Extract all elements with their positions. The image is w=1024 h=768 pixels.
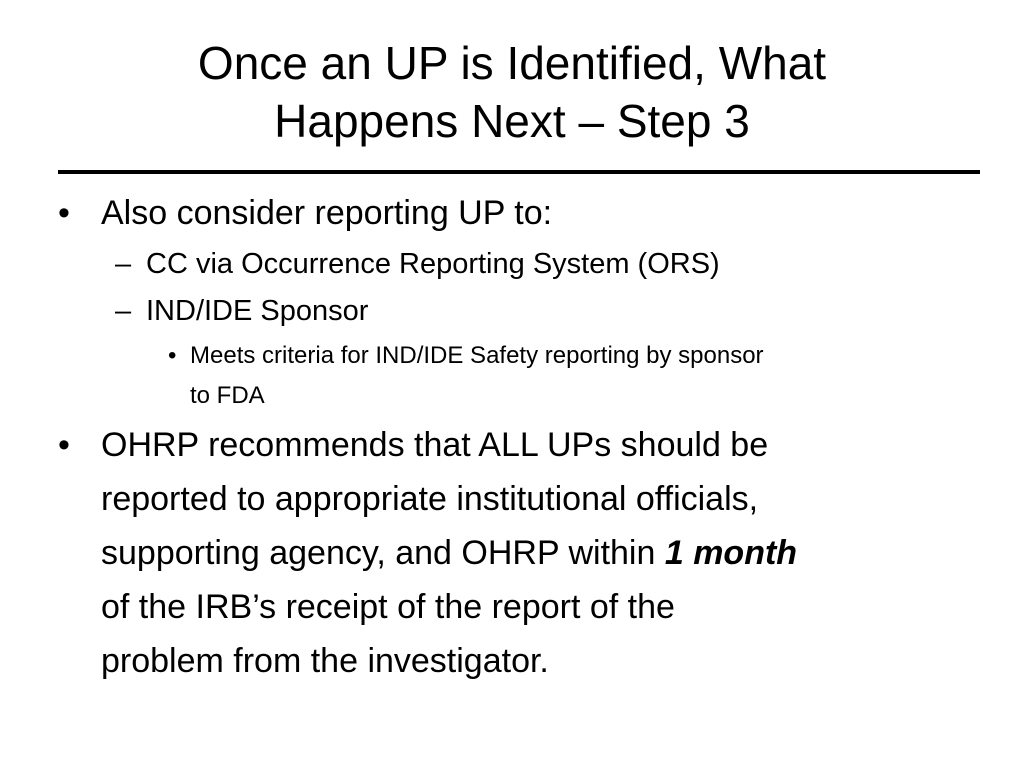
sub-sub-bullet-line-1: Meets criteria for IND/IDE Safety reporting by sponsor bbox=[190, 342, 764, 369]
slide-title-line-2: Happens Next – Step 3 bbox=[274, 95, 750, 147]
bullet-text bbox=[101, 418, 981, 688]
bullet-line-4: of the IRB’s receipt of the report of the bbox=[101, 588, 675, 626]
sub-sub-bullet-line-2: to FDA bbox=[190, 382, 265, 409]
bullet-text: Also consider reporting UP to: bbox=[101, 194, 553, 232]
slide-title-line-1: Once an UP is Identified, What bbox=[197, 37, 827, 89]
bullet-line-2: reported to appropriate institutional officials, bbox=[101, 480, 759, 518]
bullet-glyph: • bbox=[58, 194, 70, 232]
bullet-glyph: • bbox=[58, 426, 70, 464]
bullet-line-1: OHRP recommends that ALL UPs should be bbox=[101, 426, 769, 464]
emphasized-duration: 1 month bbox=[664, 534, 798, 572]
bullet-line-3 bbox=[101, 526, 981, 580]
slide-title bbox=[60, 34, 964, 150]
dash-glyph: – bbox=[115, 248, 132, 280]
bullet-line-5: problem from the investigator. bbox=[101, 642, 549, 680]
bullet-glyph: • bbox=[168, 342, 177, 369]
sub-bullet-text: IND/IDE Sponsor bbox=[146, 295, 369, 327]
title-underline-rule bbox=[58, 170, 980, 174]
bullet-line-3-text: supporting agency, and OHRP within bbox=[101, 534, 665, 572]
sub-sub-bullet-text bbox=[190, 336, 960, 416]
sub-bullet-text: CC via Occurrence Reporting System (ORS) bbox=[146, 248, 720, 280]
dash-glyph: – bbox=[115, 295, 132, 327]
